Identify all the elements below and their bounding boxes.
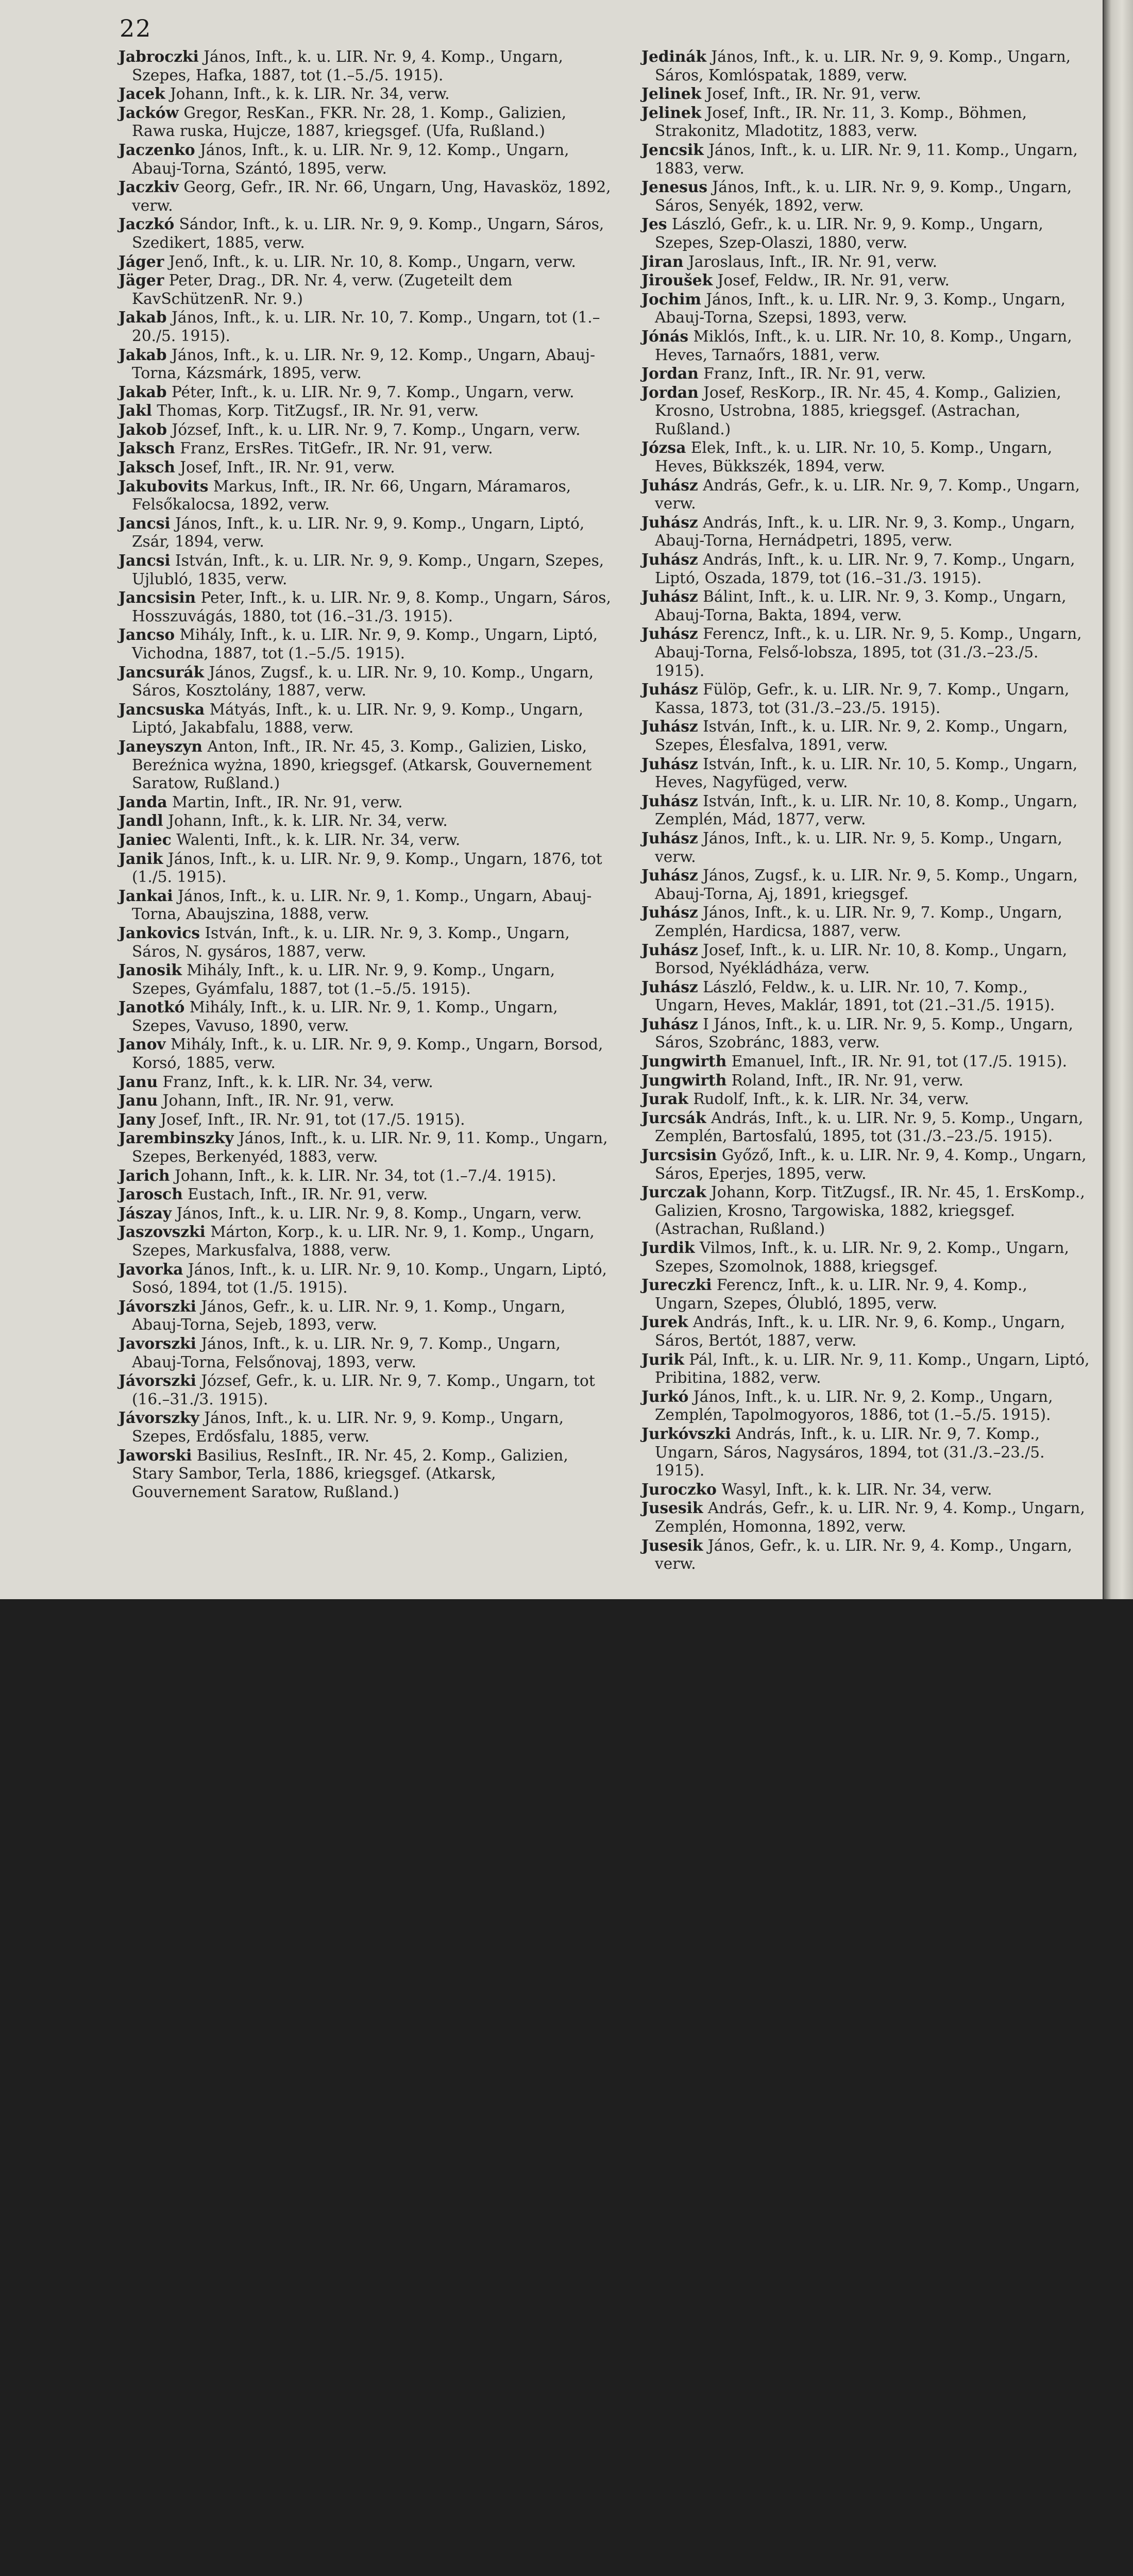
entry-details: Fülöp, Gefr., k. u. LIR. Nr. 9, 7. Komp., Ungarn, Kassa, 1873, tot (31./3.–23./5. 1915).	[655, 681, 1070, 717]
entry-surname: Jandl	[119, 811, 163, 830]
entry-surname: Jankai	[119, 886, 173, 905]
entry-surname: Juroczko	[641, 1480, 717, 1498]
entry-surname: Jurdik	[641, 1239, 695, 1257]
register-entry	[641, 1313, 1090, 1350]
entry-details: János, Inft., k. u. LIR. Nr. 9, 11. Komp., Ungarn, 1883, verw.	[655, 141, 1078, 177]
register-entry	[119, 104, 613, 141]
entry-surname: Józsa	[641, 438, 686, 457]
register-entry	[119, 831, 613, 850]
entry-surname: Jusesik	[641, 1536, 703, 1554]
register-entry	[119, 1334, 613, 1371]
entry-details: István, Inft., k. u. LIR. Nr. 9, 2. Komp., Ungarn, Szepes, Élesfalva, 1891, verw.	[655, 718, 1068, 754]
entry-details: I János, Inft., k. u. LIR. Nr. 9, 5. Komp., Ungarn, Sáros, Szobránc, 1883, verw.	[655, 1015, 1073, 1052]
register-entry	[641, 1387, 1090, 1425]
adjacent-page-edge	[1103, 0, 1133, 1599]
entry-surname: Jaczenko	[119, 140, 195, 159]
entry-details: Johann, Inft., k. k. LIR. Nr. 34, tot (1.–7./4. 1915).	[170, 1166, 556, 1184]
entry-surname: Juhász	[641, 550, 698, 569]
entry-surname: Jarembinszky	[119, 1129, 234, 1147]
entry-details: Jenő, Inft., k. u. LIR. Nr. 10, 8. Komp., Ungarn, verw.	[164, 252, 576, 270]
register-entry	[119, 551, 613, 588]
register-entry	[119, 811, 613, 831]
register-entry	[641, 587, 1090, 624]
register-entry	[119, 383, 613, 402]
entry-surname: Janeyszyn	[119, 737, 202, 755]
entry-details: János, Zugsf., k. u. LIR. Nr. 9, 10. Komp., Ungarn, Sáros, Kosztolány, 1887, verw.	[132, 663, 594, 700]
entry-details: Ferencz, Inft., k. u. LIR. Nr. 9, 4. Komp., Ungarn, Szepes, Ólubló, 1895, verw.	[655, 1276, 1027, 1312]
entry-surname: Juhász	[641, 476, 698, 494]
register-entry	[119, 401, 613, 420]
entry-surname: Juhász	[641, 940, 698, 959]
page-number: 22	[120, 14, 152, 42]
entry-surname: Jáger	[119, 252, 164, 270]
entry-surname: Jakob	[119, 420, 167, 438]
register-entry	[641, 1480, 1090, 1499]
entry-surname: Juhász	[641, 717, 698, 736]
register-entry	[641, 829, 1090, 866]
entry-surname: Janosik	[119, 961, 182, 979]
register-entry	[119, 178, 613, 215]
entry-details: János, Inft., k. u. LIR. Nr. 9, 3. Komp., Ungarn, Abauj-Torna, Szepsi, 1893, verw.	[655, 290, 1066, 327]
entry-surname: Jarich	[119, 1166, 170, 1184]
entry-details: János, Inft., k. u. LIR. Nr. 9, 11. Komp., Ungarn, Szepes, Berkenyéd, 1883, verw.	[132, 1129, 608, 1166]
entry-surname: Jancsisin	[119, 588, 196, 607]
entry-surname: Juhász	[641, 513, 698, 531]
entry-surname: Jankovics	[119, 923, 200, 942]
entry-details: János, Inft., k. u. LIR. Nr. 9, 9. Komp., Ungarn, 1876, tot (1./5. 1915).	[132, 850, 602, 886]
entry-surname: Jurcsisin	[641, 1146, 717, 1164]
entry-surname: Jaworski	[119, 1446, 192, 1464]
register-entry	[641, 1071, 1090, 1090]
register-entry	[119, 663, 613, 700]
entry-surname: Jordan	[641, 383, 699, 401]
register-entry	[641, 755, 1090, 792]
entry-surname: Jakab	[119, 345, 167, 364]
entry-surname: Jochim	[641, 290, 701, 308]
entry-details: András, Inft., k. u. LIR. Nr. 9, 7. Komp., Ungarn, Sáros, Nagysáros, 1894, tot (31./3.–23./5. 1915).	[655, 1425, 1045, 1480]
entry-surname: Jenesus	[641, 178, 708, 196]
entry-surname: Jencsik	[641, 140, 704, 159]
register-entry	[641, 941, 1090, 978]
entry-surname: Jungwirth	[641, 1071, 727, 1089]
entry-details: Sándor, Inft., k. u. LIR. Nr. 9, 9. Komp., Ungarn, Sáros, Szedikert, 1885, verw.	[132, 215, 604, 251]
entry-surname: Janu	[119, 1072, 158, 1091]
entry-details: Mihály, Inft., k. u. LIR. Nr. 9, 1. Komp., Ungarn, Szepes, Vavuso, 1890, verw.	[132, 998, 558, 1035]
entry-details: András, Inft., k. u. LIR. Nr. 9, 5. Komp., Ungarn, Zemplén, Bartosfalú, 1895, tot (31./3.–23./5. 1915).	[655, 1109, 1084, 1145]
entry-details: Franz, Inft., IR. Nr. 91, verw.	[698, 365, 926, 383]
register-entry	[641, 1425, 1090, 1480]
entry-surname: Juhász	[641, 624, 698, 643]
register-entry	[119, 141, 613, 178]
register-entry	[641, 215, 1090, 252]
register-entry	[119, 1297, 613, 1334]
register-entry	[641, 513, 1090, 550]
register-entry	[119, 47, 613, 84]
register-entry	[119, 1035, 613, 1072]
register-entry	[641, 792, 1090, 829]
left-column	[119, 47, 613, 1501]
entry-details: Franz, Inft., k. k. LIR. Nr. 34, verw.	[158, 1073, 433, 1091]
register-entry	[119, 1204, 613, 1223]
entry-surname: Jelinek	[641, 84, 702, 103]
entry-details: János, Inft., k. u. LIR. Nr. 9, 5. Komp., Ungarn, verw.	[655, 829, 1062, 866]
entry-surname: Jakubovits	[119, 477, 209, 495]
entry-details: András, Inft., k. u. LIR. Nr. 9, 6. Komp., Ungarn, Sáros, Bertót, 1887, verw.	[655, 1313, 1066, 1349]
entry-details: János, Zugsf., k. u. LIR. Nr. 9, 5. Komp., Ungarn, Abauj-Torna, Aj, 1891, kriegsgef.	[655, 867, 1078, 903]
entry-details: Rudolf, Inft., k. k. LIR. Nr. 34, verw.	[688, 1090, 969, 1108]
register-entry	[641, 717, 1090, 754]
entry-details: Mihály, Inft., k. u. LIR. Nr. 9, 9. Komp., Ungarn, Liptó, Vichodna, 1887, tot (1.–5./5. 1915).	[132, 626, 598, 662]
register-entry	[641, 290, 1090, 327]
register-entry	[641, 178, 1090, 215]
register-entry	[119, 1409, 613, 1446]
entry-details: István, Inft., k. u. LIR. Nr. 9, 3. Komp., Ungarn, Sáros, N. gysáros, 1887, verw.	[132, 924, 570, 960]
register-entry	[119, 439, 613, 458]
entry-details: Emanuel, Inft., IR. Nr. 91, tot (17./5. 1915).	[726, 1053, 1068, 1071]
entry-details: Johann, Inft., IR. Nr. 91, verw.	[158, 1092, 395, 1110]
entry-surname: Jacek	[119, 84, 165, 103]
entry-details: János, Inft., k. u. LIR. Nr. 9, 1. Komp., Ungarn, Abauj-Torna, Abaujszina, 1888, verw.	[132, 887, 592, 923]
entry-surname: Jiroušek	[641, 271, 713, 290]
entry-surname: Jancsi	[119, 551, 171, 570]
register-entry	[119, 84, 613, 104]
entry-details: Josef, Inft., IR. Nr. 91, verw.	[701, 85, 921, 103]
register-entry	[119, 887, 613, 924]
entry-details: László, Feldw., k. u. LIR. Nr. 10, 7. Komp., Ungarn, Heves, Maklár, 1891, tot (21.–31./5. 1915).	[655, 978, 1055, 1014]
entry-surname: Juhász	[641, 903, 698, 922]
register-entry	[119, 514, 613, 551]
register-entry	[119, 588, 613, 625]
entry-details: Győző, Inft., k. u. LIR. Nr. 9, 4. Komp., Ungarn, Sáros, Eperjes, 1895, verw.	[655, 1146, 1087, 1182]
register-entry	[641, 327, 1090, 364]
register-entry	[641, 680, 1090, 717]
entry-surname: Jäger	[119, 271, 164, 290]
register-entry	[641, 383, 1090, 439]
register-entry	[119, 271, 613, 308]
register-entry	[119, 850, 613, 887]
register-entry	[641, 47, 1090, 84]
entry-details: Thomas, Korp. TitZugsf., IR. Nr. 91, verw.	[151, 402, 479, 420]
entry-details: Márton, Korp., k. u. LIR. Nr. 9, 1. Komp., Ungarn, Szepes, Markusfalva, 1888, verw.	[132, 1223, 595, 1259]
entry-details: Mátyás, Inft., k. u. LIR. Nr. 9, 9. Komp., Ungarn, Liptó, Jakabfalu, 1888, verw.	[132, 700, 584, 737]
entry-surname: Jureczki	[641, 1276, 712, 1294]
entry-details: Johann, Inft., k. k. LIR. Nr. 34, verw.	[163, 812, 448, 830]
entry-details: János, Inft., k. u. LIR. Nr. 9, 10. Komp., Ungarn, Liptó, Sosó, 1894, tot (1./5. 1915).	[132, 1260, 607, 1297]
entry-details: Josef, Inft., k. u. LIR. Nr. 10, 8. Komp., Ungarn, Borsod, Nyékládháza, verw.	[655, 941, 1068, 977]
entry-surname: Janiec	[119, 830, 172, 849]
entry-surname: Jancsi	[119, 514, 171, 532]
entry-surname: Jabroczki	[119, 47, 199, 65]
register-entry	[119, 1260, 613, 1297]
entry-details: János, Inft., k. u. LIR. Nr. 9, 12. Komp., Ungarn, Abauj-Torna, Kázsmárk, 1895, verw.	[132, 346, 596, 382]
entry-surname: Jancso	[119, 625, 175, 644]
entry-details: András, Gefr., k. u. LIR. Nr. 9, 4. Komp., Ungarn, Zemplén, Homonna, 1892, verw.	[655, 1499, 1085, 1535]
entry-details: Walenti, Inft., k. k. LIR. Nr. 34, verw.	[171, 831, 461, 849]
register-entry	[119, 737, 613, 793]
entry-surname: Jes	[641, 215, 667, 233]
entry-details: Mihály, Inft., k. u. LIR. Nr. 9, 9. Komp., Ungarn, Szepes, Gyámfalu, 1887, tot (1.–5./5. 1915).	[132, 961, 555, 997]
entry-details: Basilius, ResInft., IR. Nr. 45, 2. Komp., Galizien, Stary Sambor, Terla, 1886, kriegsgef. (Atkarsk, Gouvernement Saratow, Rußland.)	[132, 1446, 568, 1501]
register-entry	[119, 458, 613, 477]
entry-details: Franz, ErsRes. TitGefr., IR. Nr. 91, verw.	[175, 439, 493, 457]
register-entry	[641, 1276, 1090, 1313]
entry-surname: Jelinek	[641, 103, 702, 122]
entry-details: Bálint, Inft., k. u. LIR. Nr. 9, 3. Komp., Ungarn, Abauj-Torna, Bakta, 1894, verw.	[655, 588, 1067, 624]
entry-surname: Jaczkiv	[119, 178, 179, 196]
entry-details: Josef, ResKorp., IR. Nr. 45, 4. Komp., Galizien, Krosno, Ustrobna, 1885, kriegsgef. (Astrachan, Rußland.)	[655, 383, 1061, 438]
entry-details: Eustach, Inft., IR. Nr. 91, verw.	[182, 1185, 428, 1204]
entry-surname: Juhász	[641, 754, 698, 773]
entry-surname: Jiran	[641, 252, 684, 270]
register-entry	[641, 1015, 1090, 1052]
entry-details: András, Inft., k. u. LIR. Nr. 9, 3. Komp., Ungarn, Abauj-Torna, Hernádpetri, 1895, verw.	[655, 513, 1075, 550]
register-entry	[119, 252, 613, 272]
entry-details: Jaroslaus, Inft., IR. Nr. 91, verw.	[683, 252, 938, 270]
register-entry	[641, 104, 1090, 141]
register-entry	[641, 1350, 1090, 1387]
register-entry	[119, 1110, 613, 1129]
register-entry	[641, 141, 1090, 178]
entry-details: Pál, Inft., k. u. LIR. Nr. 9, 11. Komp., Ungarn, Liptó, Pribitina, 1882, verw.	[655, 1350, 1090, 1387]
entry-surname: Jurek	[641, 1313, 688, 1331]
entry-surname: Jany	[119, 1110, 156, 1128]
entry-details: István, Inft., k. u. LIR. Nr. 10, 8. Komp., Ungarn, Zemplén, Mád, 1877, verw.	[655, 792, 1078, 828]
register-entry	[119, 346, 613, 383]
entry-details: János, Inft., k. u. LIR. Nr. 9, 7. Komp., Ungarn, Zemplén, Hardicsa, 1887, verw.	[655, 904, 1062, 940]
register-entry	[641, 438, 1090, 476]
entry-surname: Jávorszki	[119, 1297, 196, 1315]
register-entry	[119, 961, 613, 998]
entry-details: János, Inft., k. u. LIR. Nr. 9, 8. Komp., Ungarn, verw.	[172, 1204, 582, 1222]
entry-details: Johann, Inft., k. k. LIR. Nr. 34, verw.	[165, 85, 450, 103]
entry-details: Josef, Inft., IR. Nr. 91, verw.	[175, 459, 395, 477]
register-entry	[641, 1499, 1090, 1536]
entry-details: Georg, Gefr., IR. Nr. 66, Ungarn, Ung, Havasköz, 1892, verw.	[132, 178, 611, 214]
entry-surname: Jaksch	[119, 458, 175, 477]
register-entry	[641, 1146, 1090, 1183]
entry-details: Roland, Inft., IR. Nr. 91, verw.	[726, 1071, 963, 1089]
entry-details: Mihály, Inft., k. u. LIR. Nr. 9, 9. Komp., Ungarn, Borsod, Korsó, 1885, verw.	[132, 1036, 603, 1072]
register-entry	[119, 215, 613, 252]
register-entry	[119, 1185, 613, 1204]
entry-surname: Jurczak	[641, 1183, 706, 1201]
entry-details: Péter, Inft., k. u. LIR. Nr. 9, 7. Komp., Ungarn, verw.	[166, 383, 574, 401]
register-entry	[119, 420, 613, 439]
register-entry	[641, 364, 1090, 383]
entry-details: János, Inft., k. u. LIR. Nr. 9, 9. Komp., Ungarn, Liptó, Zsár, 1894, verw.	[132, 514, 585, 551]
entry-surname: Jávorszky	[119, 1409, 199, 1427]
entry-details: István, Inft., k. u. LIR. Nr. 10, 5. Komp., Ungarn, Heves, Nagyfüged, verw.	[655, 755, 1078, 791]
entry-details: János, Inft., k. u. LIR. Nr. 9, 9. Komp., Ungarn, Szepes, Erdősfalu, 1885, verw.	[132, 1409, 564, 1445]
register-entry	[119, 1446, 613, 1502]
register-entry	[641, 271, 1090, 290]
register-entry	[119, 924, 613, 961]
entry-details: Peter, Drag., DR. Nr. 4, verw. (Zugeteilt dem KavSchützenR. Nr. 9.)	[132, 272, 513, 308]
entry-surname: Juhász	[641, 680, 698, 699]
entry-details: János, Inft., k. u. LIR. Nr. 9, 9. Komp., Ungarn, Sáros, Senyék, 1892, verw.	[655, 178, 1072, 214]
entry-details: András, Inft., k. u. LIR. Nr. 9, 7. Komp., Ungarn, Liptó, Oszada, 1879, tot (16.–31./3. 1915).	[655, 551, 1075, 587]
entry-surname: Jakab	[119, 308, 167, 327]
register-entry	[641, 84, 1090, 104]
register-entry	[119, 1091, 613, 1110]
entry-surname: Juhász	[641, 866, 698, 885]
entry-surname: Jaczkó	[119, 215, 175, 233]
entry-surname: Jarosch	[119, 1185, 183, 1204]
entry-surname: Jávorszki	[119, 1371, 196, 1390]
register-entry	[119, 1166, 613, 1185]
register-entry	[119, 1073, 613, 1092]
entry-details: Markus, Inft., IR. Nr. 66, Ungarn, Máramaros, Felsőkalocsa, 1892, verw.	[132, 477, 571, 514]
entry-surname: Jaksch	[119, 439, 175, 457]
entry-surname: Jónás	[641, 327, 689, 345]
register-entry	[641, 866, 1090, 903]
entry-details: József, Inft., k. u. LIR. Nr. 9, 7. Komp., Ungarn, verw.	[167, 420, 581, 438]
entry-details: Gregor, ResKan., FKR. Nr. 28, 1. Komp., Galizien, Rawa ruska, Hujcze, 1887, kriegsgef. (Ufa, Rußland.)	[132, 104, 567, 140]
entry-surname: Jaszovszki	[119, 1223, 206, 1241]
register-entry	[641, 903, 1090, 940]
register-entry	[641, 978, 1090, 1015]
entry-surname: Jurik	[641, 1350, 684, 1368]
entry-details: Miklós, Inft., k. u. LIR. Nr. 10, 8. Komp., Ungarn, Heves, Tarnaőrs, 1881, verw.	[655, 327, 1072, 364]
register-entry	[119, 625, 613, 663]
entry-surname: Jurak	[641, 1090, 688, 1108]
right-column	[641, 47, 1090, 1573]
register-entry	[119, 700, 613, 737]
register-entry	[641, 624, 1090, 680]
entry-surname: Janov	[119, 1035, 166, 1054]
entry-details: Josef, Feldw., IR. Nr. 91, verw.	[713, 272, 950, 290]
register-entry	[119, 793, 613, 812]
entry-surname: Juhász	[641, 977, 698, 996]
register-entry	[641, 476, 1090, 513]
entry-details: Peter, Inft., k. u. LIR. Nr. 9, 8. Komp., Ungarn, Sáros, Hosszuvágás, 1880, tot (16.–31./3. 1915).	[132, 589, 611, 625]
entry-details: János, Inft., k. u. LIR. Nr. 9, 4. Komp., Ungarn, Szepes, Hafka, 1887, tot (1.–5./5. 1915).	[132, 48, 563, 84]
entry-details: Wasyl, Inft., k. k. LIR. Nr. 34, verw.	[716, 1480, 992, 1498]
viewer-footer	[0, 1599, 1133, 1701]
register-entry	[641, 1052, 1090, 1071]
register-entry	[119, 1223, 613, 1260]
entry-surname: Jacków	[119, 103, 179, 122]
register-entry	[641, 252, 1090, 272]
register-entry	[641, 1109, 1090, 1146]
register-entry	[641, 1536, 1090, 1573]
entry-details: András, Gefr., k. u. LIR. Nr. 9, 7. Komp., Ungarn, verw.	[655, 476, 1080, 513]
entry-surname: Jusesik	[641, 1499, 703, 1517]
entry-surname: Jurcsák	[641, 1108, 706, 1127]
entry-surname: Janotkó	[119, 998, 185, 1016]
entry-surname: Juhász	[641, 828, 698, 847]
entry-details: János, Inft., k. u. LIR. Nr. 10, 7. Komp., Ungarn, tot (1.–20./5. 1915).	[132, 309, 600, 345]
register-entry	[641, 1183, 1090, 1239]
entry-surname: Janik	[119, 849, 163, 868]
register-entry	[119, 1129, 613, 1166]
entry-details: István, Inft., k. u. LIR. Nr. 9, 9. Komp., Ungarn, Szepes, Ujlubló, 1835, verw.	[132, 552, 604, 588]
entry-details: József, Gefr., k. u. LIR. Nr. 9, 7. Komp., Ungarn, tot (16.–31./3. 1915).	[132, 1372, 595, 1408]
entry-surname: Jancsurák	[119, 663, 205, 681]
entry-surname: Javorka	[119, 1260, 183, 1278]
entry-details: János, Inft., k. u. LIR. Nr. 9, 12. Komp., Ungarn, Abauj-Torna, Szántó, 1895, verw.	[132, 141, 569, 177]
entry-surname: Juhász	[641, 587, 698, 606]
entry-surname: Jászay	[119, 1204, 172, 1222]
entry-surname: Jakl	[119, 401, 152, 420]
entry-surname: Javorszki	[119, 1334, 196, 1352]
register-entry	[641, 1090, 1090, 1109]
entry-surname: Juhász	[641, 1014, 698, 1033]
entry-surname: Janda	[119, 792, 167, 811]
entry-details: János, Gefr., k. u. LIR. Nr. 9, 1. Komp., Ungarn, Abauj-Torna, Sejeb, 1893, verw.	[132, 1297, 566, 1334]
entry-surname: Jurkóvszki	[641, 1424, 731, 1443]
entry-details: János, Inft., k. u. LIR. Nr. 9, 7. Komp., Ungarn, Abauj-Torna, Felsőnovaj, 1893, verw.	[132, 1334, 561, 1371]
entry-details: Anton, Inft., IR. Nr. 45, 3. Komp., Galizien, Lisko, Bereźnica wyżna, 1890, kriegsgef. (Atkarsk, Gouvernement Saratow, Rußland.)	[132, 737, 592, 792]
register-entry	[641, 1239, 1090, 1276]
entry-details: János, Gefr., k. u. LIR. Nr. 9, 4. Komp., Ungarn, verw.	[655, 1536, 1072, 1573]
register-entry	[119, 477, 613, 514]
entry-details: Vilmos, Inft., k. u. LIR. Nr. 9, 2. Komp., Ungarn, Szepes, Szomolnok, 1888, kriegsgef.	[655, 1239, 1069, 1275]
entry-details: János, Inft., k. u. LIR. Nr. 9, 9. Komp., Ungarn, Sáros, Komlóspatak, 1889, verw.	[655, 48, 1071, 84]
entry-details: Ferencz, Inft., k. u. LIR. Nr. 9, 5. Komp., Ungarn, Abauj-Torna, Felső-lobsza, 1895, tot (31./3.–23./5. 1915).	[655, 625, 1082, 680]
entry-details: Josef, Inft., IR. Nr. 91, tot (17./5. 1915).	[155, 1110, 465, 1128]
entry-surname: Janu	[119, 1091, 158, 1110]
entry-details: Martin, Inft., IR. Nr. 91, verw.	[167, 793, 403, 811]
entry-surname: Jakab	[119, 382, 167, 401]
register-entry	[119, 1371, 613, 1409]
entry-surname: Juhász	[641, 791, 698, 810]
entry-details: László, Gefr., k. u. LIR. Nr. 9, 9. Komp., Ungarn, Szepes, Szep-Olaszi, 1880, verw.	[655, 215, 1043, 251]
entry-details: János, Inft., k. u. LIR. Nr. 9, 2. Komp., Ungarn, Zemplén, Tapolmogyoros, 1886, tot (1.–5./5. 1915).	[655, 1387, 1053, 1424]
register-entry	[119, 998, 613, 1035]
entry-surname: Jedinák	[641, 47, 706, 65]
entry-details: Johann, Korp. TitZugsf., IR. Nr. 45, 1. ErsKomp., Galizien, Krosno, Targowiska, 1882, kriegsgef. (Astrachan, Rußland.)	[655, 1183, 1085, 1238]
entry-surname: Jungwirth	[641, 1052, 727, 1071]
entry-surname: Jurkó	[641, 1387, 689, 1405]
entry-surname: Jancsuska	[119, 700, 205, 718]
entry-details: Josef, Inft., IR. Nr. 11, 3. Komp., Böhmen, Strakonitz, Mladotitz, 1883, verw.	[655, 104, 1027, 140]
register-entry	[641, 550, 1090, 587]
entry-surname: Jordan	[641, 364, 699, 383]
entry-details: Elek, Inft., k. u. LIR. Nr. 10, 5. Komp., Ungarn, Heves, Bükkszék, 1894, verw.	[655, 439, 1053, 476]
register-entry	[119, 308, 613, 345]
